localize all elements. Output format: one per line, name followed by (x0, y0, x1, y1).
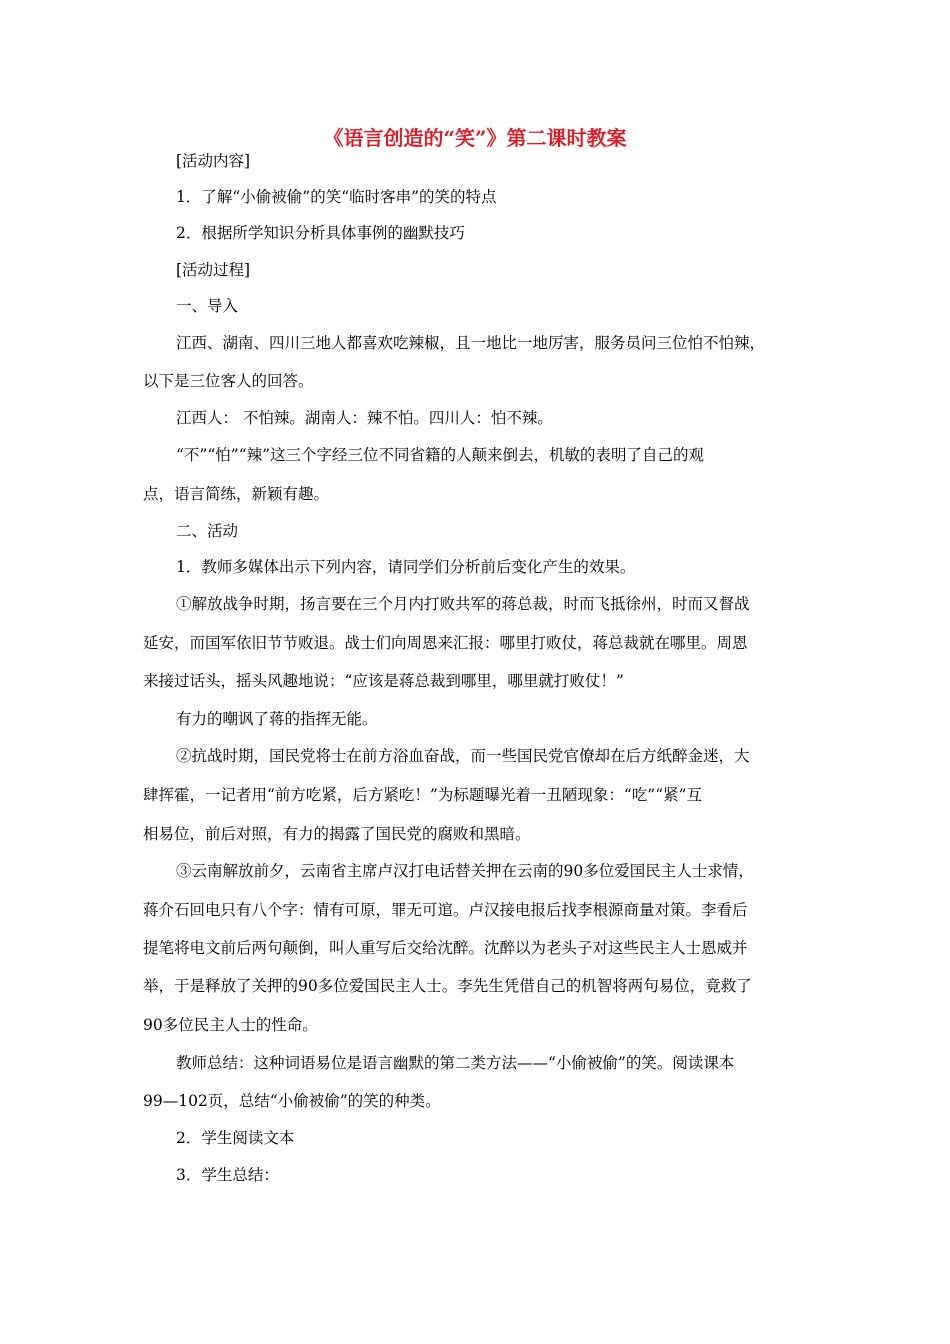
paragraph-line: 蒋介石回电只有八个字：情有可原，罪无可逭。卢汉接电报后找李根源商量对策。李看后 (143, 901, 748, 919)
paragraph-line: 有力的嘲讽了蒋的指挥无能。 (176, 710, 378, 728)
paragraph-line: 江西、湖南、四川三地人都喜欢吃辣椒，且一地比一地厉害，服务员问三位怕不怕辣， (176, 334, 766, 352)
paragraph-line: 1．教师多媒体出示下列内容，请同学们分析前后变化产生的效果。 (176, 558, 636, 576)
paragraph-line: ①解放战争时期，扬言要在三个月内打败共军的蒋总裁，时而飞抵徐州，时而又督战 (176, 595, 750, 613)
paragraph-line: 江西人： 不怕辣。湖南人：辣不怕。四川人：怕不辣。 (176, 409, 553, 427)
paragraph-line: 点，语言简练，新颖有趣。 (143, 485, 330, 503)
paragraph-line: 2．学生阅读文本 (176, 1129, 295, 1147)
section-heading: [活动内容] (176, 152, 251, 170)
paragraph-line: 以下是三位客人的回答。 (143, 372, 314, 390)
paragraph-line: 延安，而国军依旧节节败退。战士们向周恩来汇报：哪里打败仗，蒋总裁就在哪里。周恩 (143, 634, 748, 652)
section-heading: 二、活动 (176, 522, 239, 540)
paragraph-line: 2．根据所学知识分析具体事例的幽默技巧 (176, 224, 465, 242)
paragraph-line: 3．学生总结： (176, 1166, 279, 1184)
paragraph-line: 90多位民主人士的性命。 (143, 1016, 318, 1034)
section-heading: 一、导入 (176, 297, 239, 315)
paragraph-line: “不”“怕”“辣”这三个字经三位不同省籍的人颠来倒去，机敏的表明了自己的观 (176, 446, 705, 464)
paragraph-line: 举，于是释放了关押的90多位爱国民主人士。李先生凭借自己的机智将两句易位，竟救了 (143, 977, 752, 995)
paragraph-line: ③云南解放前夕，云南省主席卢汉打电话替关押在云南的90多位爱国民主人士求情， (176, 862, 754, 880)
document-title: 《语言创造的“笑”》第二课时教案 (323, 126, 627, 150)
paragraph-line: ②抗战时期，国民党将士在前方浴血奋战，而一些国民党官僚却在后方纸醉金迷，大 (176, 747, 750, 765)
paragraph-line: 提笔将电文前后两句颠倒，叫人重写后交给沈醉。沈醉以为老头子对这些民主人士恩威并 (143, 939, 748, 957)
paragraph-line: 99—102页，总结“小偷被偷”的笑的种类。 (143, 1092, 441, 1110)
paragraph-line: 教师总结：这种词语易位是语言幽默的第二类方法——“小偷被偷”的笑。阅读课本 (176, 1054, 735, 1072)
paragraph-line: 肆挥霍，一记者用“前方吃紧，后方紧吃！”为标题曝光着一丑陋现象：“吃”“紧”互 (143, 786, 703, 804)
paragraph-line: 来接过话头，摇头风趣地说：“应该是蒋总裁到哪里，哪里就打败仗！” (143, 672, 624, 690)
paragraph-line: 1．了解“小偷被偷”的笑“临时客串”的笑的特点 (176, 188, 497, 206)
paragraph-line: 相易位，前后对照，有力的揭露了国民党的腐败和黑暗。 (143, 825, 531, 843)
section-heading: [活动过程] (176, 261, 251, 279)
